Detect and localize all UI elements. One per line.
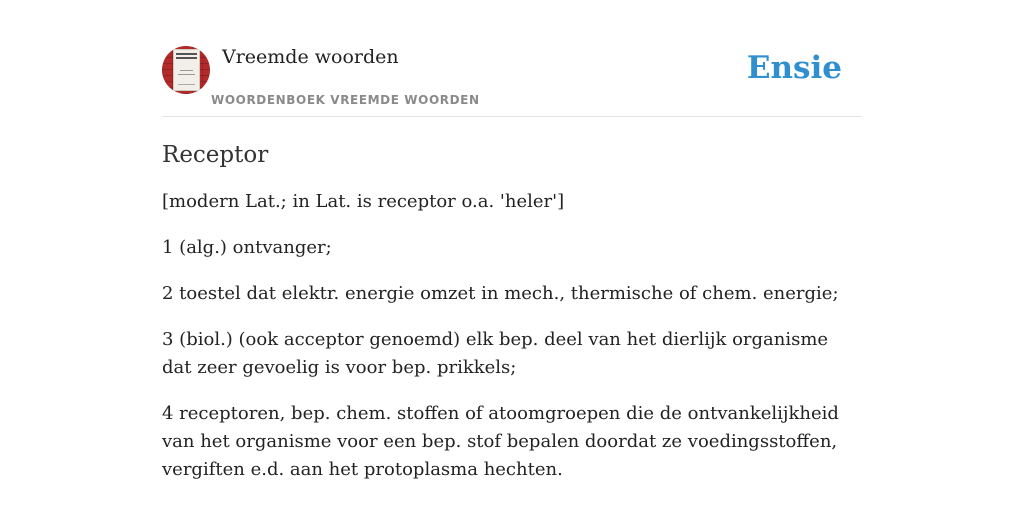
cover-line: [178, 84, 195, 85]
ensie-logo-link[interactable]: Ensie: [746, 50, 842, 86]
dictionary-cover-image[interactable]: [162, 46, 210, 94]
definition-item: 2 toestel dat elektr. energie omzet in mech., thermische of chem. energie;: [162, 283, 839, 304]
cover-line: [180, 70, 193, 71]
cover-line: [178, 74, 195, 75]
cover-card: [173, 49, 200, 91]
dictionary-subtitle[interactable]: WOORDENBOEK VREEMDE WOORDEN: [211, 93, 480, 107]
dictionary-entry: [162, 138, 862, 484]
entry-etymology: [modern Lat.; in Lat. is receptor o.a. 'heler']: [162, 191, 565, 212]
entry-title: Receptor: [162, 142, 269, 168]
definition-item: 3 (biol.) (ook acceptor genoemd) elk bep. deel van het dierlijk organisme dat zeer gevoelig is voor bep. prikkels;: [162, 329, 829, 378]
cover-line: [176, 53, 197, 55]
cover-line: [176, 57, 197, 59]
definition-item: 4 receptoren, bep. chem. stoffen of atoomgroepen die de ontvankelijkheid van het organisme voor een bep. stof bepalen doordat ze voedingsstoffen, vergiften e.d. aan het protoplasma hechten.: [162, 403, 839, 480]
definition-item: 1 (alg.) ontvanger;: [162, 237, 332, 258]
dictionary-header: [162, 46, 862, 117]
dictionary-title[interactable]: Vreemde woorden: [222, 46, 399, 68]
